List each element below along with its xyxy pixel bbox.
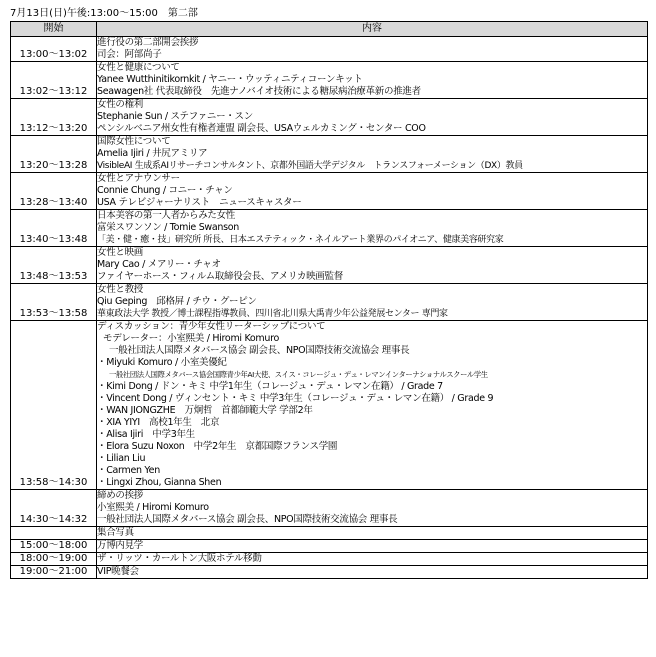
content-line: Amelia Ijiri / 井尻アミリア bbox=[97, 148, 208, 159]
content-cell bbox=[97, 540, 648, 553]
content-line: ・Vincent Dong / ヴィンセント・キミ 中学3年生（コレージュ・デュ・レマン在籍） / Grade 9 bbox=[97, 393, 494, 404]
content-cell bbox=[97, 37, 648, 62]
table-row bbox=[11, 490, 648, 527]
content-line: 「美・健・癒・技」研究所 所長、日本エステティック・ネイルアート業界のパイオニア、健康美容研究家 bbox=[97, 235, 504, 245]
table-row bbox=[11, 321, 648, 490]
time-cell: 14:30～14:32 bbox=[11, 490, 97, 527]
time-cell bbox=[11, 527, 97, 540]
content-line: 女性と教授 bbox=[97, 284, 144, 295]
content-cell bbox=[97, 62, 648, 99]
header-content: 内容 bbox=[97, 22, 648, 37]
table-header-row bbox=[11, 22, 648, 37]
content-line: 一般社団法人国際メタバース協会 副会長、NPO国際技術交流協会 理事長 bbox=[109, 345, 410, 356]
time-cell: 13:58～14:30 bbox=[11, 321, 97, 490]
table-row bbox=[11, 99, 648, 136]
time-cell: 13:00～13:02 bbox=[11, 37, 97, 62]
content-line: 富栄スワンソン / Tomie Swanson bbox=[97, 222, 240, 233]
content-line: 日本美容の第一人者からみた女性 bbox=[97, 210, 236, 221]
time-cell: 19:00～21:00 bbox=[11, 566, 97, 579]
table-row bbox=[11, 284, 648, 321]
content-cell bbox=[97, 210, 648, 247]
content-line: 集合写真 bbox=[97, 527, 134, 538]
content-line: 華東政法大学 教授／博士課程指導教員、四川省北川県大禹青少年公益発展センター 専門家 bbox=[97, 309, 448, 319]
content-line: 女性と健康について bbox=[97, 62, 180, 73]
content-line: ペンシルベニア州女性有権者連盟 副会長、USAウェルカミング・センター COO bbox=[97, 123, 426, 134]
content-line: 司会：阿部尚子 bbox=[97, 49, 162, 60]
content-line: モデレーター：小室熙美 / Hiromi Komuro bbox=[103, 333, 280, 344]
table-row bbox=[11, 527, 648, 540]
content-line: ザ・リッツ・カールトン大阪ホテル移動 bbox=[97, 553, 262, 564]
content-line: ・WAN JIONGZHE 万炯哲 首都師範大学 学部2年 bbox=[97, 405, 313, 416]
content-line: 女性と映画 bbox=[97, 247, 144, 258]
content-line: ・Lingxi Zhou, Gianna Shen bbox=[97, 477, 222, 488]
header-time: 開始 bbox=[11, 22, 97, 37]
content-line: Stephanie Sun / ステファニー・スン bbox=[97, 111, 253, 122]
content-cell bbox=[97, 173, 648, 210]
content-line: Yanee Wutthinitikornkit / ヤニー・ウッティニティコーンキット bbox=[97, 74, 363, 85]
table-row bbox=[11, 566, 648, 579]
content-cell bbox=[97, 566, 648, 579]
content-cell bbox=[97, 527, 648, 540]
content-line: ・Miyuki Komuro / 小室美優紀 bbox=[97, 357, 227, 368]
schedule-table bbox=[10, 21, 648, 579]
content-line: USA テレビジャーナリスト ニュースキャスター bbox=[97, 197, 302, 208]
content-line: 万博内見学 bbox=[97, 540, 144, 551]
time-cell: 13:53～13:58 bbox=[11, 284, 97, 321]
content-line: ファイヤーホース・フィルム取締役会長、アメリカ映画監督 bbox=[97, 271, 343, 282]
content-line: ・Alisa Ijiri 中学3年生 bbox=[97, 429, 195, 440]
content-line: 締めの挨拶 bbox=[97, 490, 144, 501]
content-line: Mary Cao / メアリー・チャオ bbox=[97, 259, 221, 270]
content-line: VisibleAI 生成系AIリサーチコンサルタント、京都外国語大学デジタル トランスフォーメーション（DX）教員 bbox=[97, 161, 523, 171]
table-row bbox=[11, 136, 648, 173]
content-line: ディスカッション：青少年女性リーターシップについて bbox=[97, 321, 326, 332]
time-cell: 13:02～13:12 bbox=[11, 62, 97, 99]
content-line: ・Elora Suzu Noxon 中学2年生 京都国際フランス学園 bbox=[97, 441, 338, 452]
content-line: 一般社団法人国際メタバース協会国際青少年AI大使、スイス・コレージュ・デュ・レマンインターナショナルスクール学生 bbox=[109, 370, 488, 379]
content-line: ・Lilian Liu bbox=[97, 453, 146, 464]
content-line: 女性とアナウンサー bbox=[97, 173, 180, 184]
content-cell bbox=[97, 553, 648, 566]
content-line: ・Kimi Dong / ドン・キミ 中学1年生（コレージュ・デュ・レマン在籍） / Grade 7 bbox=[97, 381, 443, 392]
content-line: ・XIA YIYI 高校1年生 北京 bbox=[97, 417, 220, 428]
content-cell bbox=[97, 490, 648, 527]
table-row bbox=[11, 37, 648, 62]
content-cell bbox=[97, 99, 648, 136]
content-line: Connie Chung / コニー・チャン bbox=[97, 185, 233, 196]
page-title: 7月13日(日)午後:13:00～15:00 第二部 bbox=[10, 8, 198, 19]
time-cell: 13:40～13:48 bbox=[11, 210, 97, 247]
table-row bbox=[11, 553, 648, 566]
content-line: 国際女性について bbox=[97, 136, 171, 147]
content-cell bbox=[97, 136, 648, 173]
content-line: 小室熙美 / Hiromi Komuro bbox=[97, 502, 209, 513]
table-row bbox=[11, 173, 648, 210]
content-cell bbox=[97, 321, 648, 490]
time-cell: 13:28～13:40 bbox=[11, 173, 97, 210]
table-row bbox=[11, 62, 648, 99]
time-cell: 18:00～19:00 bbox=[11, 553, 97, 566]
content-line: 一般社団法人国際メタバース協会 副会長、NPO国際技術交流協会 理事長 bbox=[97, 514, 398, 525]
table-row bbox=[11, 540, 648, 553]
content-line: 進行役の第二部開会挨拶 bbox=[97, 37, 199, 48]
content-line: Qiu Geping 邱格屏 / チウ・グーピン bbox=[97, 296, 257, 307]
time-cell: 13:48～13:53 bbox=[11, 247, 97, 284]
time-cell: 13:12～13:20 bbox=[11, 99, 97, 136]
table-row bbox=[11, 210, 648, 247]
time-cell: 15:00～18:00 bbox=[11, 540, 97, 553]
content-line: ・Carmen Yen bbox=[97, 465, 160, 476]
content-cell bbox=[97, 284, 648, 321]
time-cell: 13:20～13:28 bbox=[11, 136, 97, 173]
content-cell bbox=[97, 247, 648, 284]
content-line: 女性の権利 bbox=[97, 99, 144, 110]
content-line: Seawagen社 代表取締役 先進ナノバイオ技術による糖尿病治療革新の推進者 bbox=[97, 86, 421, 97]
table-row bbox=[11, 247, 648, 284]
content-line: VIP晩餐会 bbox=[97, 566, 139, 577]
